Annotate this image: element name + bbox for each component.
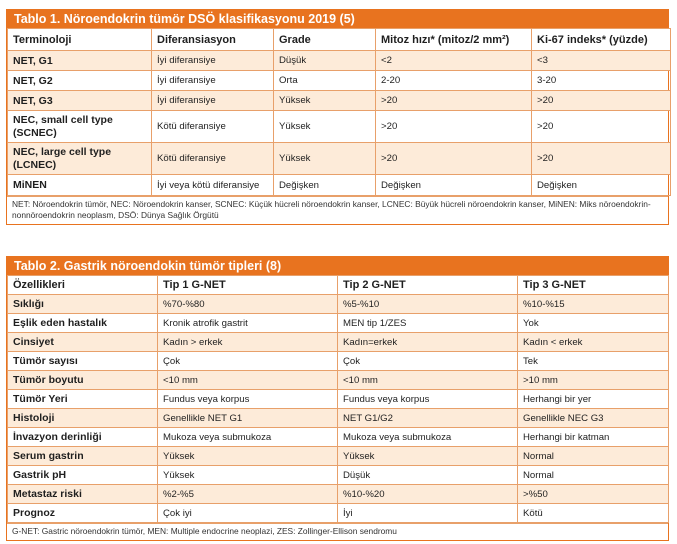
table-cell: Kadın=erkek (338, 333, 518, 352)
table-cell: Tümör Yeri (8, 390, 158, 409)
table-cell: 2-20 (376, 71, 532, 91)
table-cell: Normal (518, 447, 669, 466)
table-cell: Histoloji (8, 409, 158, 428)
table-cell: Herhangi bir yer (518, 390, 669, 409)
table-cell: Cinsiyet (8, 333, 158, 352)
table-row (8, 504, 669, 523)
table-cell: <10 mm (158, 371, 338, 390)
table-cell: >10 mm (518, 371, 669, 390)
table-cell: NEC, large cell type (LCNEC) (8, 143, 152, 175)
table-cell: %5-%10 (338, 295, 518, 314)
table-cell: Tek (518, 352, 669, 371)
table-cell: MEN tip 1/ZES (338, 314, 518, 333)
table-row (8, 466, 669, 485)
table-cell: Değişken (274, 175, 376, 196)
table-cell: Değişken (376, 175, 532, 196)
table-cell: Yüksek (274, 143, 376, 175)
table1-header-cell: Mitoz hızı* (mitoz/2 mm²) (376, 29, 532, 51)
table-cell: <3 (532, 51, 671, 71)
table-cell: >20 (376, 91, 532, 111)
table-cell: Genellikle NET G1 (158, 409, 338, 428)
table-cell: İyi diferansiye (152, 91, 274, 111)
table-cell: İyi diferansiye (152, 71, 274, 91)
table-cell: Eşlik eden hastalık (8, 314, 158, 333)
table-cell: Genellikle NEC G3 (518, 409, 669, 428)
table-cell: Tümör boyutu (8, 371, 158, 390)
table-cell: >20 (376, 111, 532, 143)
table2-header-cell: Tip 2 G-NET (338, 276, 518, 295)
table-row (8, 485, 669, 504)
table1-header-row (8, 29, 671, 51)
table-cell: %10-%20 (338, 485, 518, 504)
table-cell: >20 (532, 91, 671, 111)
table-cell: Çok (158, 352, 338, 371)
table-cell: Düşük (274, 51, 376, 71)
table-row (8, 409, 669, 428)
table-cell: NET, G2 (8, 71, 152, 91)
table-row (8, 51, 671, 71)
table-cell: Yüksek (338, 447, 518, 466)
table-cell: Tümör sayısı (8, 352, 158, 371)
table2-footnote: G-NET: Gastric nöroendokrin tümör, MEN: Multiple endocrine neoplazi, ZES: Zollinger-Ellison sendromu (7, 523, 668, 540)
table-row (8, 91, 671, 111)
table-cell: NEC, small cell type (SCNEC) (8, 111, 152, 143)
table-cell: Orta (274, 71, 376, 91)
table-cell: Kötü diferansiye (152, 111, 274, 143)
table-cell: NET G1/G2 (338, 409, 518, 428)
table1-header-cell: Grade (274, 29, 376, 51)
table-cell: Kadın < erkek (518, 333, 669, 352)
table1 (7, 28, 671, 196)
table-cell: >%50 (518, 485, 669, 504)
table-cell: Kötü diferansiye (152, 143, 274, 175)
table2 (7, 275, 669, 523)
table-row (8, 295, 669, 314)
table1-title: Tablo 1. Nöroendokrin tümör DSÖ klasifikasyonu 2019 (5) (7, 10, 668, 28)
table-cell: Yüksek (158, 466, 338, 485)
table-cell: İnvazyon derinliği (8, 428, 158, 447)
table-cell: İyi diferansiye (152, 51, 274, 71)
table-cell: Çok iyi (158, 504, 338, 523)
table-cell: Sıklığı (8, 295, 158, 314)
table-cell: Herhangi bir katman (518, 428, 669, 447)
table-cell: <10 mm (338, 371, 518, 390)
table-cell: Kötü (518, 504, 669, 523)
table-row (8, 333, 669, 352)
table1-header-cell: Terminoloji (8, 29, 152, 51)
table-row (8, 447, 669, 466)
table-row (8, 71, 671, 91)
table-row (8, 111, 671, 143)
table-row (8, 428, 669, 447)
table-cell: 3-20 (532, 71, 671, 91)
table1-footnote: NET: Nöroendokrin tümör, NEC: Nöroendokrin kanser, SCNEC: Küçük hücreli nöroendokrin kanser, LCNEC: Büyük hücreli nöroendokrin kanser, MiNEN: Miks nöroendokrin-nonnöroendokrin neoplasm, DSÖ: Dünya Sağlık Örgütü (7, 196, 668, 224)
table-cell: <2 (376, 51, 532, 71)
table-cell: Yüksek (274, 111, 376, 143)
table-row (8, 175, 671, 196)
table-cell: %10-%15 (518, 295, 669, 314)
table-cell: İyi (338, 504, 518, 523)
table-cell: Kadın > erkek (158, 333, 338, 352)
table-cell: Yok (518, 314, 669, 333)
table-cell: Fundus veya korpus (158, 390, 338, 409)
table-cell: Metastaz riski (8, 485, 158, 504)
table-cell: Çok (338, 352, 518, 371)
table-cell: Mukoza veya submukoza (338, 428, 518, 447)
table-cell: >20 (532, 111, 671, 143)
table-cell: İyi veya kötü diferansiye (152, 175, 274, 196)
table-cell: Yüksek (274, 91, 376, 111)
table-cell: Yüksek (158, 447, 338, 466)
table2-header-cell: Tip 3 G-NET (518, 276, 669, 295)
table-row (8, 371, 669, 390)
table-row (8, 143, 671, 175)
table-cell: Değişken (532, 175, 671, 196)
table1-container (6, 9, 669, 225)
table-cell: Gastrik pH (8, 466, 158, 485)
table-cell: %70-%80 (158, 295, 338, 314)
table-cell: Düşük (338, 466, 518, 485)
table-cell: >20 (532, 143, 671, 175)
table-cell: Prognoz (8, 504, 158, 523)
table-cell: %2-%5 (158, 485, 338, 504)
table1-header-cell: Ki-67 indeks* (yüzde) (532, 29, 671, 51)
table-cell: NET, G3 (8, 91, 152, 111)
table-row (8, 352, 669, 371)
table-cell: >20 (376, 143, 532, 175)
table1-header-cell: Diferansiasyon (152, 29, 274, 51)
table-cell: Serum gastrin (8, 447, 158, 466)
table2-header-cell: Özellikleri (8, 276, 158, 295)
table2-container (6, 256, 669, 541)
table-row (8, 314, 669, 333)
table-cell: MiNEN (8, 175, 152, 196)
table-cell: Fundus veya korpus (338, 390, 518, 409)
table-cell: NET, G1 (8, 51, 152, 71)
table2-header-cell: Tip 1 G-NET (158, 276, 338, 295)
table-cell: Mukoza veya submukoza (158, 428, 338, 447)
table-cell: Kronik atrofik gastrit (158, 314, 338, 333)
table2-header-row (8, 276, 669, 295)
table-cell: Normal (518, 466, 669, 485)
table2-title: Tablo 2. Gastrik nöroendokin tümör tipleri (8) (7, 257, 668, 275)
table-row (8, 390, 669, 409)
